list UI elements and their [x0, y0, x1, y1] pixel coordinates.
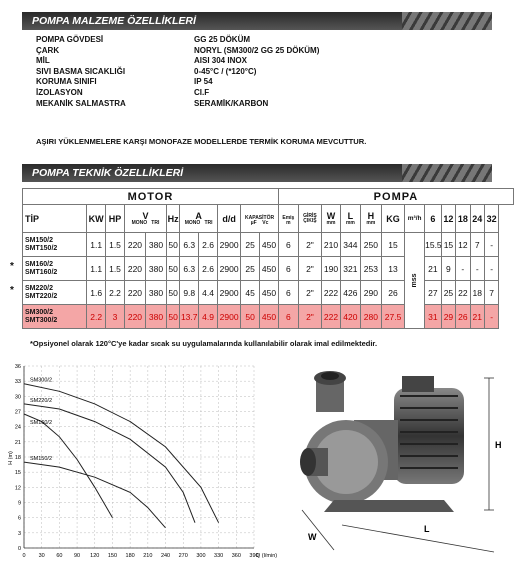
cell-q: 21 — [470, 305, 484, 329]
cell-kg: 27.5 — [381, 305, 404, 329]
cell-q: 7 — [470, 233, 484, 257]
material-key: SIVI BASMA SICAKLIĞI — [36, 66, 126, 76]
col-v — [124, 205, 166, 233]
material-row — [36, 77, 476, 88]
cell-gc: 2" — [298, 281, 321, 305]
cell-w: 222 — [322, 305, 341, 329]
cell-a2: 4.9 — [199, 305, 218, 329]
model-cell — [23, 233, 87, 257]
cell-kw: 1.1 — [87, 233, 106, 257]
cell-kap: 50 — [241, 305, 260, 329]
material-row — [36, 99, 476, 110]
l-unit: mm — [345, 220, 355, 226]
cell-hz: 50 — [167, 233, 180, 257]
col-kg: KG — [381, 205, 404, 233]
materials-title: POMPA MALZEME ÖZELLİKLERİ — [32, 15, 196, 27]
x-tick-label: 0 — [22, 553, 26, 559]
col-kw: KW — [87, 205, 106, 233]
cell-h: 290 — [360, 281, 381, 305]
x-tick-label: 120 — [90, 553, 100, 559]
cell-q: 31 — [425, 305, 442, 329]
cell-q: 15 — [441, 233, 455, 257]
spec-row — [23, 233, 514, 257]
performance-chart — [4, 358, 278, 570]
cell-q: 22 — [456, 281, 470, 305]
cell-h: 280 — [360, 305, 381, 329]
cell-dd: 2900 — [217, 281, 240, 305]
x-tick-label: 240 — [160, 553, 171, 559]
col-hz: Hz — [167, 205, 180, 233]
x-tick-label: 30 — [38, 553, 45, 559]
x-axis-label: Q (l/min) — [256, 553, 278, 559]
materials-header — [22, 12, 492, 30]
giris-label: GİRİŞ ÇIKIŞ — [303, 212, 317, 224]
y-tick-label: 30 — [14, 394, 21, 401]
col-a — [180, 205, 218, 233]
cell-kap: 45 — [241, 281, 260, 305]
col-emis — [278, 205, 298, 233]
mss-text: mss — [411, 273, 419, 288]
cell-kg: 13 — [381, 257, 404, 281]
cell-q: 9 — [441, 257, 455, 281]
cell-v1: 220 — [124, 257, 145, 281]
cell-gc: 2" — [298, 305, 321, 329]
cell-v2: 380 — [145, 305, 166, 329]
spec-row — [23, 281, 514, 305]
y-tick-label: 3 — [17, 530, 21, 537]
cell-kap: 25 — [241, 233, 260, 257]
cell-q: - — [470, 257, 484, 281]
cell-a2: 2.6 — [199, 257, 218, 281]
material-value: AISI 304 INOX — [194, 56, 247, 66]
cell-gc: 2" — [298, 257, 321, 281]
model-tri: SMT300/2 — [25, 316, 58, 324]
cell-h: 250 — [360, 233, 381, 257]
col-l — [340, 205, 360, 233]
cell-w: 190 — [322, 257, 341, 281]
cell-kap: 25 — [241, 257, 260, 281]
pump-drawing — [294, 360, 509, 572]
cell-kg: 26 — [381, 281, 404, 305]
v-label: V — [142, 211, 149, 221]
cell-w: 210 — [322, 233, 341, 257]
star-marker: * — [10, 285, 14, 296]
cell-hp: 1.5 — [106, 233, 125, 257]
material-value: 0-45°C / (*120°C) — [194, 66, 257, 76]
cell-dd: 2900 — [217, 305, 240, 329]
dim-l: L — [424, 524, 430, 534]
material-key: POMPA GÖVDESİ — [36, 35, 104, 44]
material-row — [36, 67, 476, 78]
emis-label: Emiş — [282, 215, 295, 221]
cell-hz: 50 — [167, 305, 180, 329]
col-giris — [298, 205, 321, 233]
col-q12: 12 — [441, 205, 455, 233]
material-value: GG 25 DÖKÜM — [194, 35, 251, 44]
material-value: CI.F — [194, 87, 210, 97]
materials-list — [36, 35, 476, 109]
x-tick-label: 150 — [107, 553, 118, 559]
v-mono: MONO — [131, 220, 148, 226]
cell-a2: 4.4 — [199, 281, 218, 305]
cell-q: 21 — [425, 257, 442, 281]
cell-emis: 6 — [278, 257, 298, 281]
y-tick-label: 15 — [14, 470, 21, 477]
y-tick-label: 18 — [14, 455, 21, 461]
col-tip: TİP — [23, 205, 87, 233]
x-tick-label: 60 — [56, 553, 63, 559]
model-tri: SMT160/2 — [25, 268, 58, 276]
y-tick-label: 36 — [14, 364, 21, 370]
dim-w: W — [308, 532, 317, 542]
mss-label — [405, 233, 425, 329]
material-key: MİL — [36, 56, 50, 66]
col-kap — [241, 205, 279, 233]
kap-unit: µF — [250, 220, 257, 226]
spec-row — [23, 305, 514, 329]
material-value: SERAMİK/KARBON — [194, 98, 269, 108]
cell-v2: 380 — [145, 281, 166, 305]
cell-vc: 450 — [260, 257, 279, 281]
col-h — [360, 205, 381, 233]
series-curve-sm300-2 — [24, 384, 219, 523]
series-label: SM220/2 — [30, 397, 53, 404]
x-tick-label: 210 — [143, 553, 153, 559]
thermal-warning: AŞIRI YÜKLENMELERE KARŞI MONOFAZE MODELLERDE TERMİK KORUMA MEVCUTTUR. — [36, 137, 367, 146]
col-q6: 6 — [425, 205, 442, 233]
tech-header — [22, 164, 492, 182]
col-hp: HP — [106, 205, 125, 233]
col-m3h: m³/h — [405, 205, 425, 233]
cell-h: 253 — [360, 257, 381, 281]
model-tri: SMT150/2 — [25, 244, 58, 252]
x-tick-label: 360 — [231, 553, 241, 559]
cell-q: 25 — [441, 281, 455, 305]
material-row — [36, 35, 476, 46]
x-tick-label: 270 — [178, 553, 188, 559]
tech-title: POMPA TEKNİK ÖZELLİKLERİ — [32, 167, 184, 179]
series-label: SM300/2 — [30, 377, 53, 384]
model-mono: SM300/2 — [25, 309, 54, 316]
spec-row — [23, 257, 514, 281]
a-tri: TRI — [204, 220, 213, 226]
cell-l: 426 — [340, 281, 360, 305]
col-q18: 18 — [456, 205, 470, 233]
model-cell — [23, 281, 87, 305]
material-row — [36, 88, 476, 99]
cell-vc: 450 — [260, 281, 279, 305]
cell-l: 420 — [340, 305, 360, 329]
h-unit: mm — [366, 220, 376, 226]
cell-hz: 50 — [167, 281, 180, 305]
material-value: IP 54 — [194, 77, 213, 87]
cell-hp: 1.5 — [106, 257, 125, 281]
cell-q: - — [484, 233, 498, 257]
cell-w: 222 — [322, 281, 341, 305]
model-tri: SMT220/2 — [25, 292, 58, 300]
col-q32: 32 — [484, 205, 498, 233]
y-tick-label: 24 — [14, 424, 21, 431]
cell-q: 15.5 — [425, 233, 442, 257]
model-cell — [23, 305, 87, 329]
cell-kw: 1.1 — [87, 257, 106, 281]
cell-a1: 6.3 — [180, 257, 199, 281]
y-tick-label: 27 — [14, 409, 21, 416]
cell-q: 7 — [484, 281, 498, 305]
cell-q: 27 — [425, 281, 442, 305]
pump-body — [300, 371, 464, 512]
motor-label: MOTOR — [23, 189, 279, 205]
x-tick-label: 180 — [125, 553, 135, 559]
h-label: H — [367, 211, 375, 221]
col-w — [322, 205, 341, 233]
l-label: L — [347, 211, 354, 221]
header-stripes — [402, 164, 492, 182]
star-marker: * — [10, 261, 14, 272]
cell-dd: 2900 — [217, 233, 240, 257]
x-tick-label: 300 — [196, 553, 206, 559]
x-tick-label: 390 — [249, 553, 259, 559]
cell-dd: 2900 — [217, 257, 240, 281]
v-tri: TRI — [151, 220, 160, 226]
material-row — [36, 56, 476, 67]
cell-l: 321 — [340, 257, 360, 281]
y-tick-label: 12 — [14, 485, 21, 492]
cell-v1: 220 — [124, 281, 145, 305]
cell-q: 29 — [441, 305, 455, 329]
kap-label: KAPASİTÖR — [245, 215, 275, 221]
cell-vc: 450 — [260, 305, 279, 329]
cell-emis: 6 — [278, 233, 298, 257]
y-axis-label: H (m) — [8, 451, 14, 465]
col-q24: 24 — [470, 205, 484, 233]
material-key: ÇARK — [36, 45, 60, 55]
cell-a2: 2.6 — [199, 233, 218, 257]
cell-kg: 15 — [381, 233, 404, 257]
cell-hp: 2.2 — [106, 281, 125, 305]
cell-q: - — [484, 257, 498, 281]
cell-a1: 6.3 — [180, 233, 199, 257]
cell-v2: 380 — [145, 257, 166, 281]
y-tick-label: 21 — [14, 439, 21, 446]
cell-emis: 6 — [278, 281, 298, 305]
material-key: MEKANİK SALMASTRA — [36, 98, 126, 108]
model-cell — [23, 257, 87, 281]
material-key: İZOLASYON — [36, 87, 83, 97]
series-label: SM160/2 — [30, 420, 53, 427]
material-key: KORUMA SINIFI — [36, 77, 97, 87]
w-label: W — [326, 211, 336, 221]
cell-a1: 13.7 — [180, 305, 199, 329]
w-unit: mm — [326, 220, 336, 226]
cell-q: - — [456, 257, 470, 281]
x-tick-label: 90 — [74, 553, 81, 559]
cell-v1: 220 — [124, 233, 145, 257]
x-tick-label: 330 — [214, 553, 224, 559]
cell-kw: 1.6 — [87, 281, 106, 305]
cell-kw: 2.2 — [87, 305, 106, 329]
y-tick-label: 33 — [14, 379, 21, 386]
cell-q: 12 — [456, 233, 470, 257]
pompa-label: POMPA — [278, 189, 513, 205]
cell-q: 18 — [470, 281, 484, 305]
optional-note: *Opsiyonel olarak 120°C'ye kadar sıcak su uygulamalarında kullanılabilir olarak imal edilmektedir. — [30, 339, 378, 348]
cell-q: 26 — [456, 305, 470, 329]
cell-hz: 50 — [167, 257, 180, 281]
cell-emis: 6 — [278, 305, 298, 329]
cell-q: - — [484, 305, 498, 329]
cell-v1: 220 — [124, 305, 145, 329]
series-label: SM150/2 — [30, 456, 53, 463]
y-tick-label: 0 — [17, 546, 21, 552]
y-tick-label: 6 — [17, 515, 21, 522]
emis-unit: m — [286, 220, 291, 226]
kap-vc: Vc — [262, 220, 269, 226]
col-dd: d/d — [217, 205, 240, 233]
cell-a1: 9.8 — [180, 281, 199, 305]
spec-table — [22, 188, 514, 329]
cell-v2: 380 — [145, 233, 166, 257]
header-stripes — [402, 12, 492, 30]
cell-l: 344 — [340, 233, 360, 257]
cell-hp: 3 — [106, 305, 125, 329]
y-tick-label: 9 — [17, 500, 21, 507]
a-mono: MONO — [184, 220, 201, 226]
cell-gc: 2" — [298, 233, 321, 257]
material-row — [36, 46, 476, 57]
model-mono: SM160/2 — [25, 261, 54, 268]
model-mono: SM220/2 — [25, 285, 54, 292]
dim-h: H — [495, 440, 502, 450]
series-curve-sm160-2 — [24, 414, 113, 518]
material-value: NORYL (SM300/2 GG 25 DÖKÜM) — [194, 45, 320, 55]
cell-vc: 450 — [260, 233, 279, 257]
a-label: A — [195, 211, 202, 221]
model-mono: SM150/2 — [25, 237, 54, 244]
